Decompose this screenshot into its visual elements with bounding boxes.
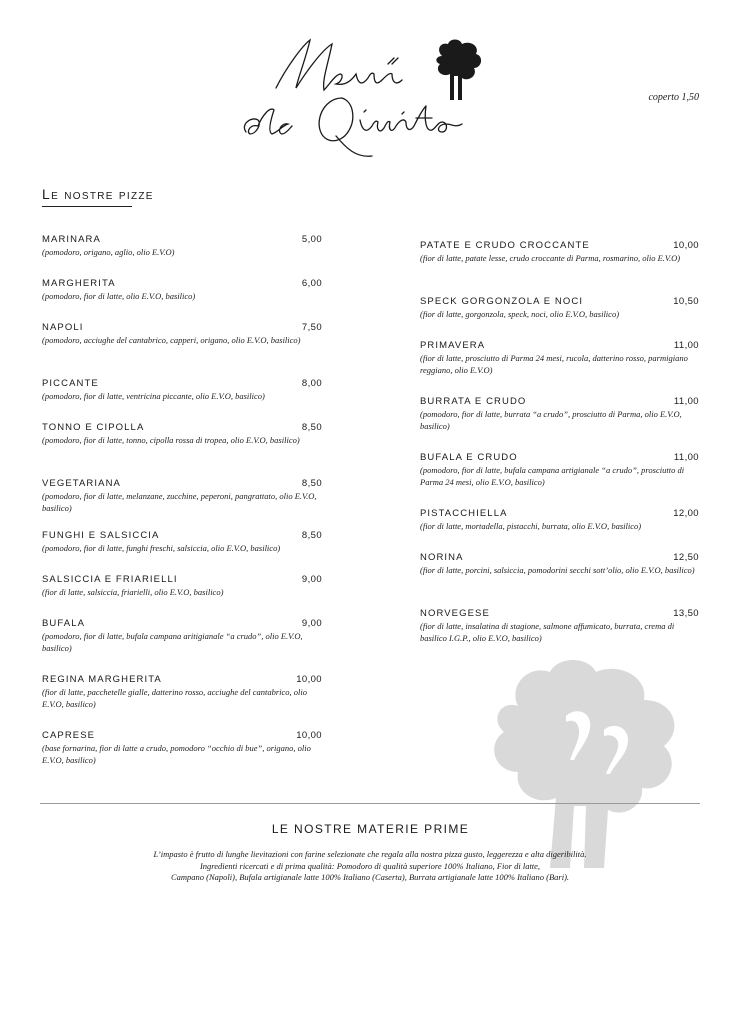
- item-name: PATATE E CRUDO CROCCANTE: [420, 240, 590, 251]
- item-description: (pomodoro, fior di latte, funghi freschi, salsiccia, olio E.V.O, basilico): [42, 543, 281, 553]
- item-price: 11,00: [673, 452, 699, 463]
- menu-logo: [236, 28, 498, 168]
- item-price: 10,00: [673, 240, 699, 251]
- item-name: CAPRESE: [42, 730, 96, 741]
- tree-watermark-icon: [478, 656, 690, 868]
- section-divider: [40, 803, 700, 804]
- item-name: BUFALA E CRUDO: [420, 452, 518, 463]
- item-price: 8,50: [301, 422, 322, 433]
- item-description: (base fornarina, fior di latte a crudo, pomodoro “occhio di bue”, origano, olio E.V.O, basilico): [42, 743, 311, 765]
- item-price: 10,00: [296, 730, 322, 741]
- item-name: MARGHERITA: [42, 278, 116, 289]
- tree-logo-icon: [436, 40, 481, 101]
- item-description: (pomodoro, origano, aglio, olio E.V.O): [42, 247, 175, 257]
- item-price: 5,00: [301, 234, 322, 245]
- item-price: 10,00: [296, 674, 322, 685]
- item-name: PICCANTE: [42, 378, 99, 389]
- item-price: 12,50: [673, 552, 699, 563]
- item-name: PISTACCHIELLA: [420, 508, 508, 519]
- item-price: 9,00: [301, 574, 322, 585]
- menu-item: [42, 422, 322, 446]
- cover-charge: coperto 1,50: [648, 92, 699, 103]
- item-name: NORINA: [420, 552, 464, 563]
- menu-item: [420, 508, 699, 532]
- menu-item: [420, 552, 699, 576]
- menu-item: [420, 396, 699, 432]
- item-name: VEGETARIANA: [42, 478, 121, 489]
- item-price: 9,00: [301, 618, 322, 629]
- item-name: SALSICCIA E FRIARIELLI: [42, 574, 178, 585]
- menu-item: [42, 278, 322, 302]
- menu-item: [420, 340, 699, 376]
- item-name: SPECK GORGONZOLA E NOCI: [420, 296, 584, 307]
- menu-item: [42, 674, 322, 710]
- footer-title: LE NOSTRE MATERIE PRIME: [271, 822, 470, 836]
- menu-item: [42, 574, 322, 598]
- item-description: (fior di latte, insalatina di stagione, salmone affumicato, burrata, crema di basilico I.G.P., olio E.V.O, basilico): [420, 621, 675, 643]
- item-price: 13,50: [673, 608, 699, 619]
- item-description: (pomodoro, fior di latte, bufala campana aritigianale “a crudo”, olio E.V.O, basilico): [42, 631, 303, 653]
- item-price: 6,00: [301, 278, 322, 289]
- menu-item: [42, 618, 322, 654]
- item-price: 12,00: [673, 508, 699, 519]
- item-description: (pomodoro, fior di latte, tonno, cipolla rossa di tropea, olio E.V.O, basilico): [42, 435, 300, 445]
- item-description: (fior di latte, porcini, salsiccia, pomodorini secchi sott’olio, olio E.V.O, basilico): [420, 565, 695, 575]
- item-description: (pomodoro, acciughe del cantabrico, capperi, origano, olio E.V.O, basilico): [42, 335, 301, 345]
- menu-item: [42, 478, 322, 514]
- menu-item: [42, 530, 322, 554]
- item-description: (fior di latte, pacchetelle gialle, datterino rosso, acciughe del cantabrico, olio E.V.O, basilico): [42, 687, 308, 709]
- item-name: NAPOLI: [42, 322, 84, 333]
- item-description: (fior di latte, salsiccia, friarielli, olio E.V.O, basilico): [42, 587, 224, 597]
- section-title: Le nostre pizze: [42, 186, 154, 202]
- menu-item: [420, 240, 699, 264]
- item-name: TONNO E CIPOLLA: [42, 422, 145, 433]
- item-description: (fior di latte, prosciutto di Parma 24 mesi, rucola, datterino rosso, parmigiano reggiano, olio E.V.O): [420, 353, 688, 375]
- item-description: (pomodoro, fior di latte, olio E.V.O, basilico): [42, 291, 196, 301]
- footer-line: Campano (Napoli), Bufala artigianale latte 100% Italiano (Caserta), Burrata artigianale latte 100% Italiano (Bari).: [170, 872, 570, 882]
- item-description: (fior di latte, mortadella, pistacchi, burrata, olio E.V.O, basilico): [420, 521, 642, 531]
- menu-item: [420, 296, 699, 320]
- item-price: 8,50: [301, 530, 322, 541]
- item-price: 11,00: [673, 396, 699, 407]
- item-description: (pomodoro, fior di latte, melanzane, zucchine, peperoni, pangrattato, olio E.V.O, basilico): [42, 491, 317, 513]
- item-name: BURRATA E CRUDO: [420, 396, 527, 407]
- menu-item: [420, 608, 699, 644]
- item-name: BUFALA: [42, 618, 86, 629]
- footer-line: Ingredienti ricercati e di prima qualità: Pomodoro di qualità superiore 100% Italiano, Fior di latte,: [199, 860, 541, 871]
- menu-item: [42, 234, 322, 258]
- menu-item: [42, 322, 322, 346]
- item-description: (fior di latte, gorgonzola, speck, noci, olio E.V.O, basilico): [420, 309, 620, 319]
- section-title-underline: [42, 206, 132, 207]
- item-name: FUNGHI E SALSICCIA: [42, 530, 160, 541]
- item-name: MARINARA: [42, 234, 101, 245]
- menu-item: [42, 730, 322, 766]
- item-name: REGINA MARGHERITA: [42, 674, 162, 685]
- item-price: 8,50: [301, 478, 322, 489]
- script-title-graphic: [236, 28, 498, 168]
- footer-line: L’impasto è frutto di lunghe lievitazioni con farine selezionate che regala alla nostra pizza gusto, leggerezza e alta digeribilità.: [153, 849, 587, 859]
- item-name: PRIMAVERA: [420, 340, 486, 351]
- item-name: NORVEGESE: [420, 608, 490, 619]
- item-price: 7,50: [301, 322, 322, 333]
- item-price: 10,50: [673, 296, 699, 307]
- footer-text: [60, 849, 680, 884]
- item-description: (pomodoro, fior di latte, burrata “a crudo”, prosciutto di Parma, olio E.V.O, basilico): [420, 409, 682, 431]
- item-price: 11,00: [673, 340, 699, 351]
- menu-item: [420, 452, 699, 488]
- menu-item: [42, 378, 322, 402]
- item-description: (fior di latte, patate lesse, crudo croccante di Parma, rosmarino, olio E.V.O): [420, 253, 681, 263]
- item-price: 8,00: [301, 378, 322, 389]
- item-description: (pomodoro, fior di latte, bufala campana artigianale “a crudo”, prosciutto di Parma 24 mesi, olio E.V.O, basilico): [420, 465, 685, 487]
- item-description: (pomodoro, fior di latte, ventricina piccante, olio E.V.O, basilico): [42, 391, 265, 401]
